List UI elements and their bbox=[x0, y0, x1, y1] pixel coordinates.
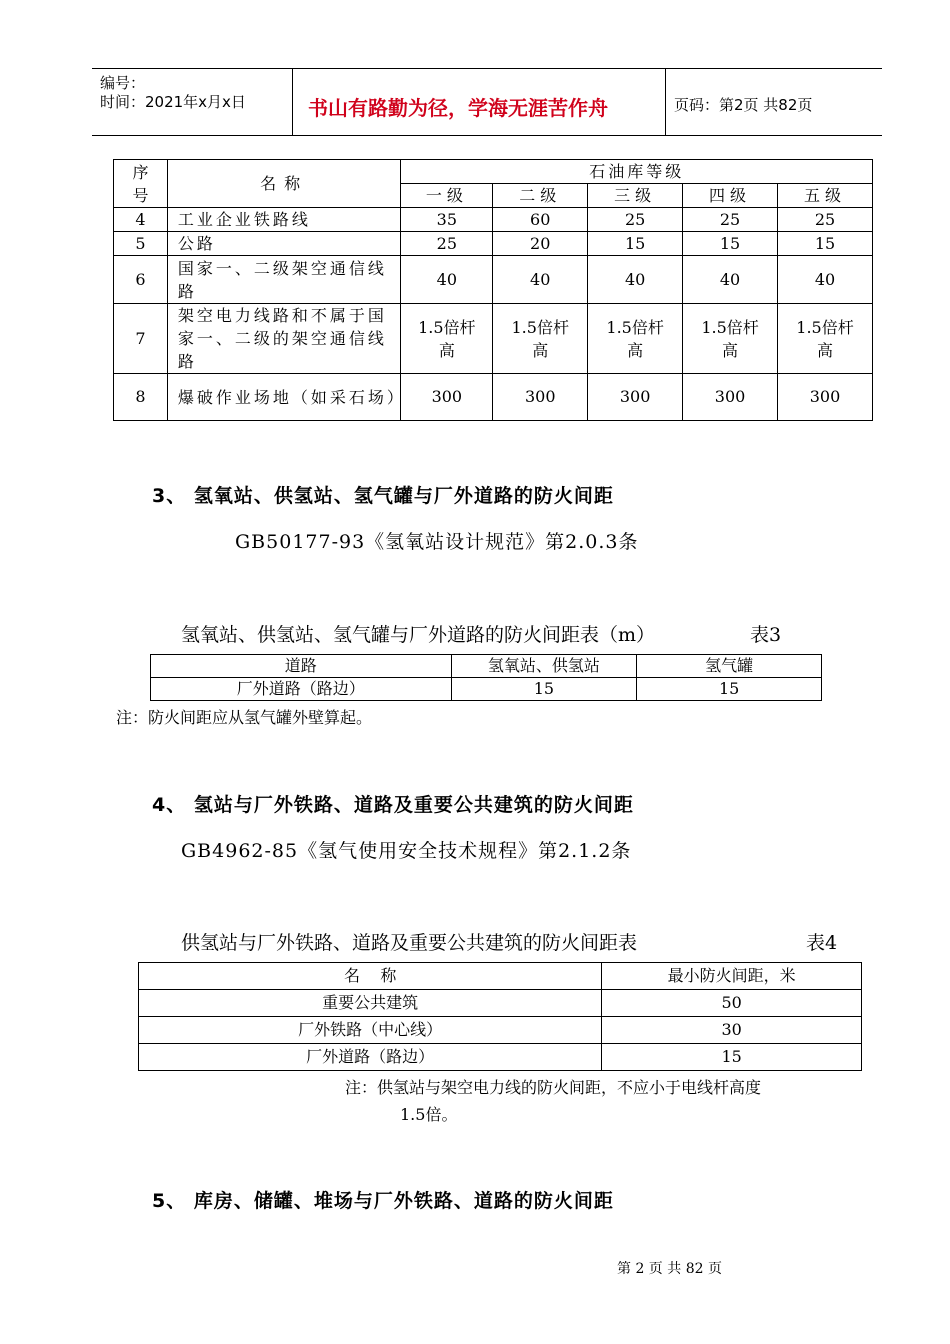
cell-name: 厂外道路（路边） bbox=[139, 1044, 602, 1071]
doc-number-label: 编号： bbox=[100, 74, 146, 92]
cell-value: 25 bbox=[401, 232, 493, 256]
cell-value: 20 bbox=[493, 232, 588, 256]
table-row bbox=[114, 304, 873, 374]
header-grade: 二级 bbox=[493, 184, 588, 208]
table-4-caption: 供氢站与厂外铁路、道路及重要公共建筑的防火间距表 bbox=[181, 932, 638, 954]
header-grade: 五级 bbox=[778, 184, 873, 208]
cell-seq: 5 bbox=[114, 232, 168, 256]
cell-value: 35 bbox=[401, 208, 493, 232]
table-row bbox=[114, 232, 873, 256]
cell-value: 60 bbox=[493, 208, 588, 232]
header-hydrogen-station: 氢氧站、供氢站 bbox=[451, 655, 637, 678]
header-road: 道路 bbox=[151, 655, 452, 678]
header-divider bbox=[292, 68, 293, 136]
table-4-note-cont: 1.5倍。 bbox=[400, 1105, 458, 1124]
cell-seq: 8 bbox=[114, 374, 168, 421]
header-top-rule bbox=[92, 68, 882, 69]
cell-name: 厂外道路（路边） bbox=[151, 678, 452, 701]
header-name: 名 称 bbox=[139, 963, 602, 990]
header-grade: 三级 bbox=[588, 184, 683, 208]
table-4-note: 注：供氢站与架空电力线的防火间距，不应小于电线杆高度 bbox=[345, 1078, 762, 1097]
cell-seq: 4 bbox=[114, 208, 168, 232]
header-seq: 序 号 bbox=[114, 160, 168, 208]
cell-value: 15 bbox=[602, 1044, 862, 1071]
cell-value: 1.5倍杆高 bbox=[401, 304, 493, 374]
table-row bbox=[114, 374, 873, 421]
cell-value: 15 bbox=[637, 678, 822, 701]
cell-value: 300 bbox=[588, 374, 683, 421]
cell-value: 1.5倍杆高 bbox=[588, 304, 683, 374]
doc-time-label: 时间：2021年x月x日 bbox=[100, 93, 246, 111]
cell-value: 30 bbox=[602, 1017, 862, 1044]
cell-value: 1.5倍杆高 bbox=[683, 304, 778, 374]
cell-seq: 6 bbox=[114, 256, 168, 304]
oil-depot-distance-table bbox=[113, 159, 873, 421]
table-row bbox=[139, 990, 862, 1017]
header-divider bbox=[665, 68, 666, 136]
hydrogen-station-distance-table bbox=[138, 962, 862, 1071]
header-page-label: 页码：第2页 共82页 bbox=[674, 96, 813, 114]
cell-name: 厂外铁路（中心线） bbox=[139, 1017, 602, 1044]
cell-name: 重要公共建筑 bbox=[139, 990, 602, 1017]
cell-value: 15 bbox=[778, 232, 873, 256]
cell-name: 爆破作业场地（如采石场） bbox=[167, 374, 401, 421]
header-name: 名称 bbox=[167, 160, 401, 208]
cell-value: 50 bbox=[602, 990, 862, 1017]
cell-value: 40 bbox=[778, 256, 873, 304]
hydrogen-road-distance-table bbox=[150, 654, 822, 701]
cell-value: 15 bbox=[683, 232, 778, 256]
cell-value: 40 bbox=[588, 256, 683, 304]
section-4-standard: GB4962-85《氢气使用安全技术规程》第2.1.2条 bbox=[181, 840, 632, 862]
cell-value: 25 bbox=[588, 208, 683, 232]
header-min-distance: 最小防火间距，米 bbox=[602, 963, 862, 990]
cell-value: 15 bbox=[588, 232, 683, 256]
section-3-heading: 3、 氢氧站、供氢站、氢气罐与厂外道路的防火间距 bbox=[152, 485, 614, 507]
table-row bbox=[114, 256, 873, 304]
cell-value: 25 bbox=[778, 208, 873, 232]
header-motto: 书山有路勤为径，学海无涯苦作舟 bbox=[308, 96, 608, 120]
cell-value: 300 bbox=[493, 374, 588, 421]
cell-value: 1.5倍杆高 bbox=[493, 304, 588, 374]
cell-name: 架空电力线路和不属于国家一、二级的架空通信线路 bbox=[167, 304, 401, 374]
cell-value: 300 bbox=[683, 374, 778, 421]
section-4-heading: 4、 氢站与厂外铁路、道路及重要公共建筑的防火间距 bbox=[152, 794, 634, 816]
cell-value: 40 bbox=[493, 256, 588, 304]
table-row bbox=[139, 1044, 862, 1071]
cell-value: 40 bbox=[683, 256, 778, 304]
section-3-standard: GB50177-93《氢氧站设计规范》第2.0.3条 bbox=[235, 531, 639, 553]
cell-name: 工业企业铁路线 bbox=[167, 208, 401, 232]
table-row bbox=[114, 208, 873, 232]
header-grade: 一级 bbox=[401, 184, 493, 208]
header-depot-grade: 石油库等级 bbox=[401, 160, 873, 184]
table-4-tag: 表4 bbox=[806, 932, 838, 954]
cell-seq: 7 bbox=[114, 304, 168, 374]
cell-value: 300 bbox=[401, 374, 493, 421]
table-3-note: 注：防火间距应从氢气罐外壁算起。 bbox=[116, 708, 373, 727]
cell-value: 300 bbox=[778, 374, 873, 421]
table-3-tag: 表3 bbox=[750, 624, 782, 646]
cell-value: 15 bbox=[451, 678, 637, 701]
cell-name: 国家一、二级架空通信线路 bbox=[167, 256, 401, 304]
header-hydrogen-tank: 氢气罐 bbox=[637, 655, 822, 678]
header-bottom-rule bbox=[92, 135, 882, 136]
table-row bbox=[151, 678, 822, 701]
cell-value: 1.5倍杆高 bbox=[778, 304, 873, 374]
cell-value: 25 bbox=[683, 208, 778, 232]
cell-value: 40 bbox=[401, 256, 493, 304]
page-footer: 第 2 页 共 82 页 bbox=[617, 1261, 722, 1277]
table-row bbox=[139, 1017, 862, 1044]
header-grade: 四级 bbox=[683, 184, 778, 208]
cell-name: 公路 bbox=[167, 232, 401, 256]
table-3-caption: 氢氧站、供氢站、氢气罐与厂外道路的防火间距表（m） bbox=[181, 624, 656, 646]
section-5-heading: 5、 库房、储罐、堆场与厂外铁路、道路的防火间距 bbox=[152, 1190, 614, 1212]
